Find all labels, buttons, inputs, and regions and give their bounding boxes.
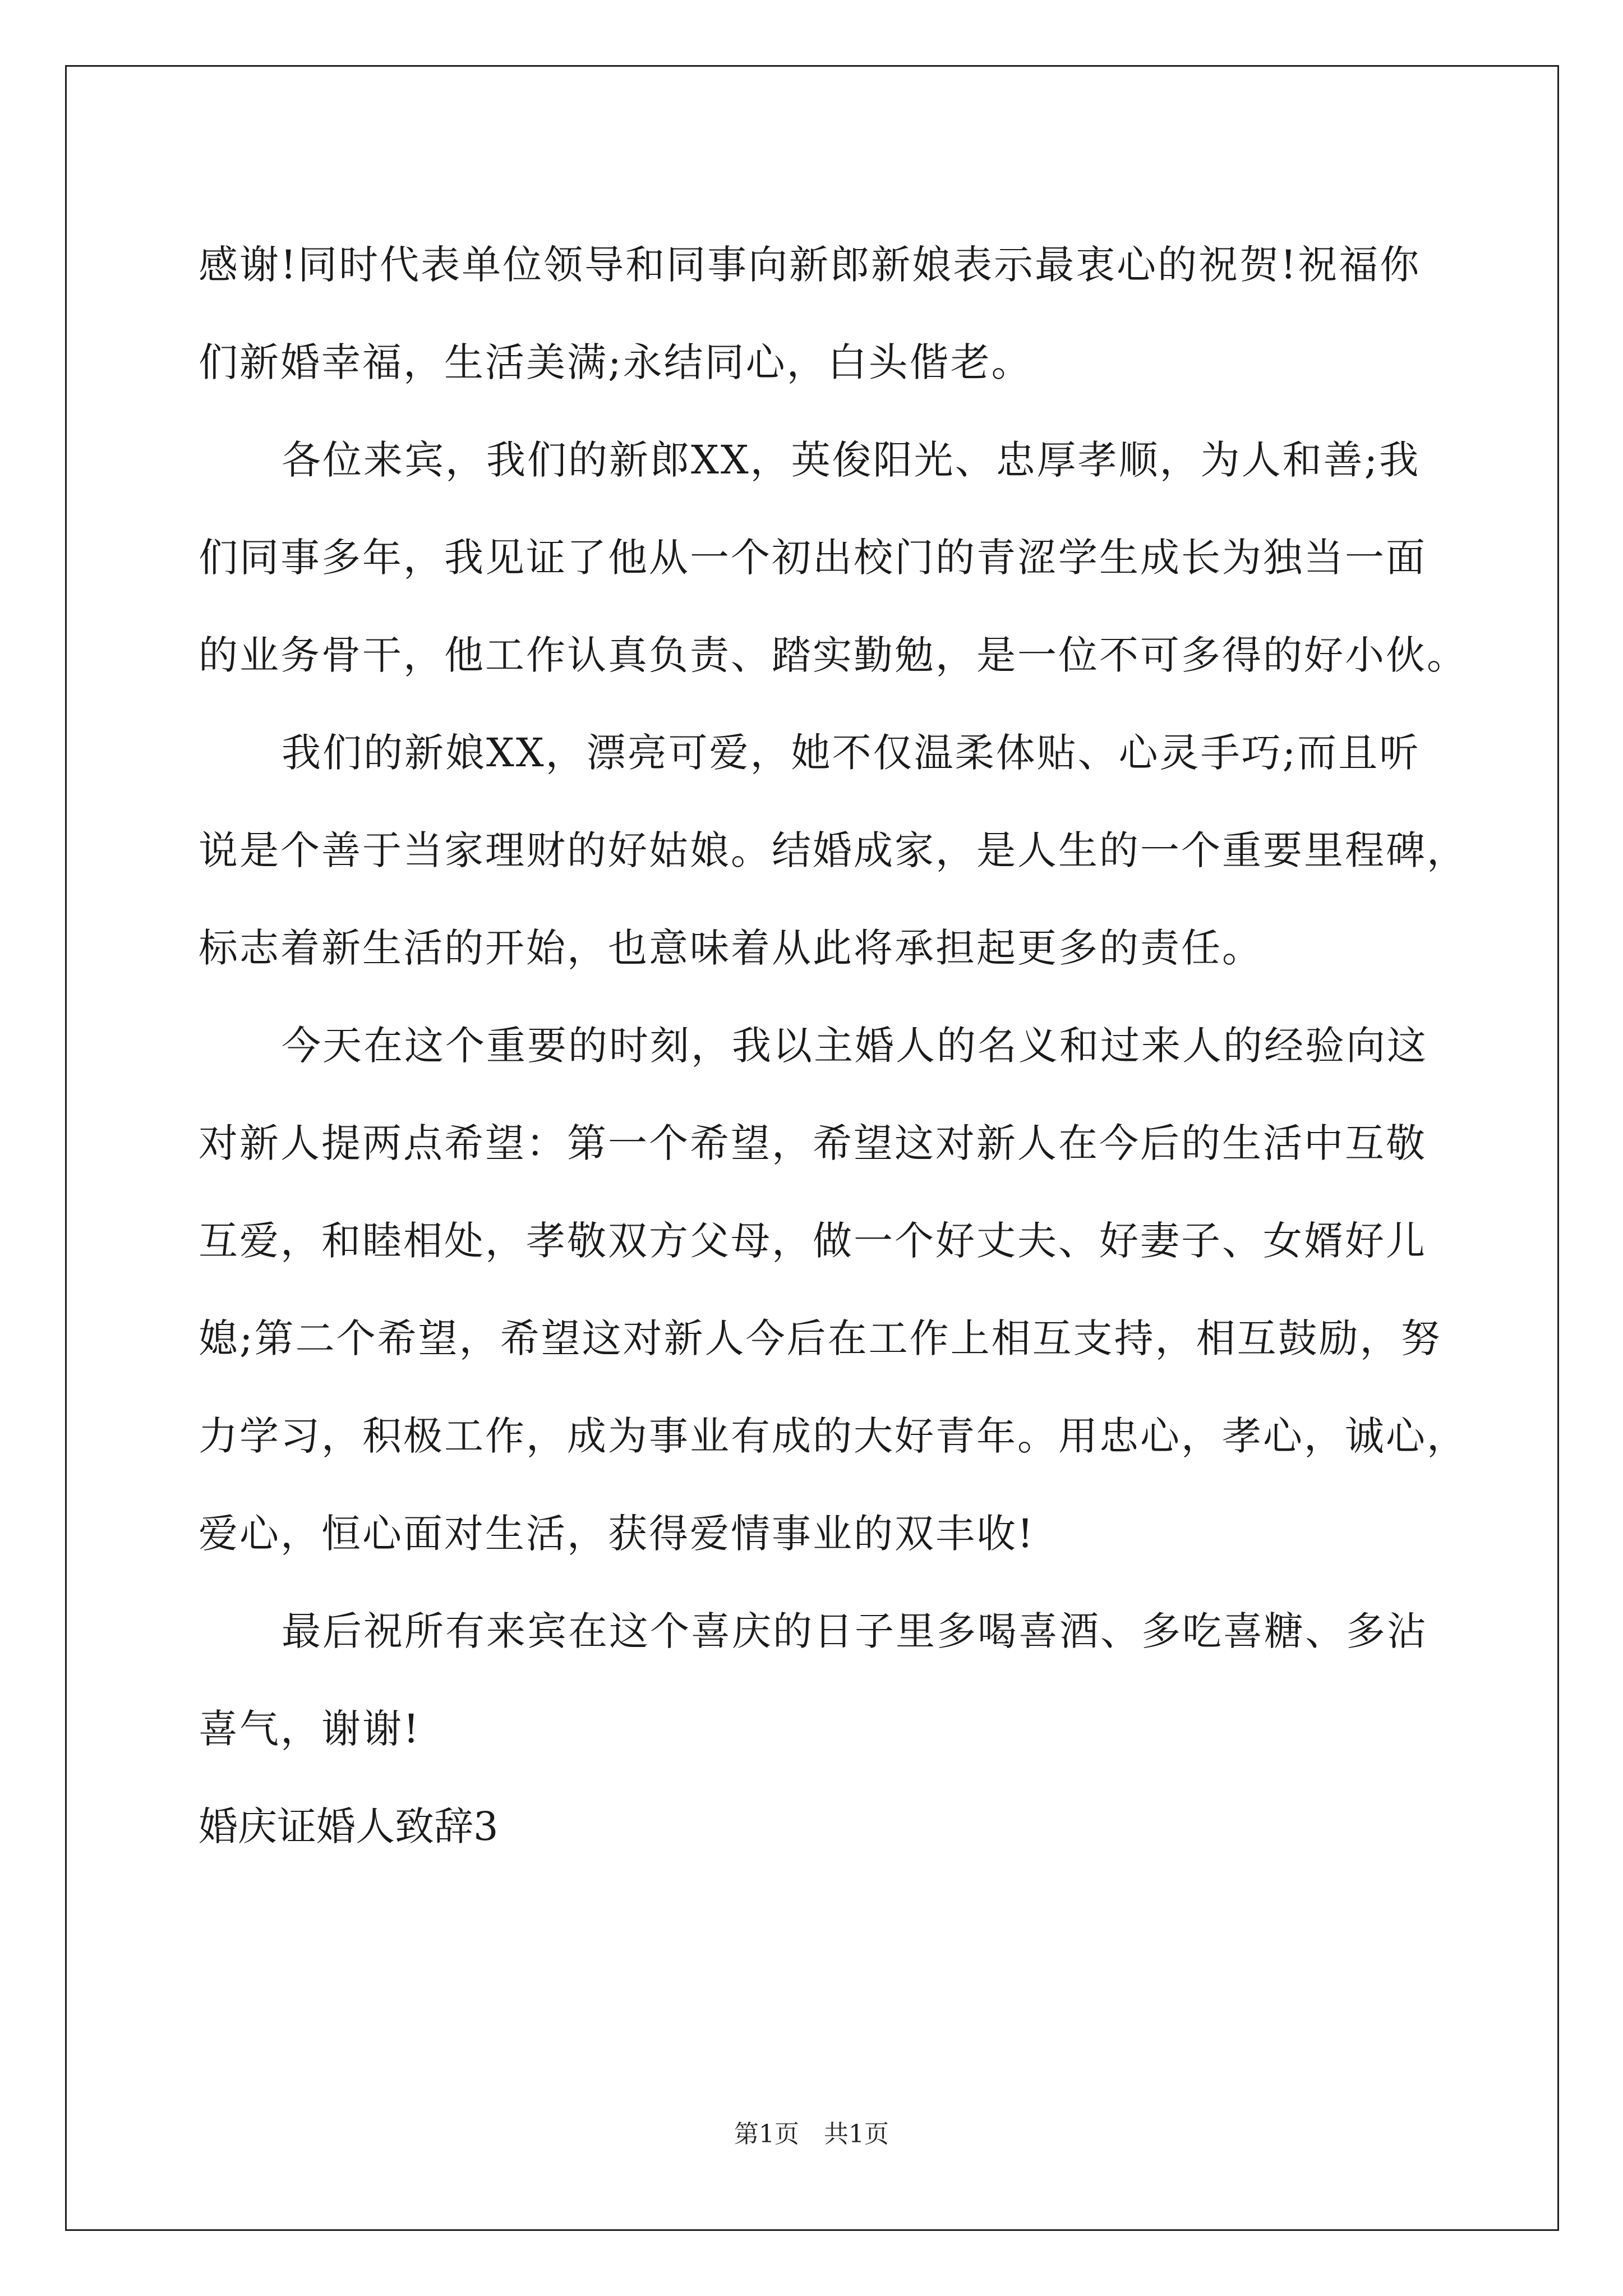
text-line: 标志着新生活的开始，也意味着从此将承担起更多的责任。 (199, 925, 1263, 971)
text-line: 说是个善于当家理财的好姑娘。结婚成家，是人生的一个重要里程碑， (199, 827, 1468, 873)
paragraph-start-line: 我们的新娘XX，漂亮可爱，她不仅温柔体贴、心灵手巧;而且听 (282, 730, 1421, 776)
document-body (199, 216, 1468, 1875)
text-line: 力学习，积极工作，成为事业有成的大好青年。用忠心，孝心，诚心， (199, 1413, 1468, 1459)
text-line: 互爱，和睦相处，孝敬双方父母，做一个好丈夫、好妻子、女婿好儿 (199, 1218, 1427, 1264)
text-line: 媳;第二个希望，希望这对新人今后在工作上相互支持，相互鼓励，努 (199, 1315, 1442, 1361)
page-number-footer: 第1页 共1页 (734, 2120, 889, 2148)
paragraph-start-line: 今天在这个重要的时刻，我以主婚人的名义和过来人的经验向这 (282, 1023, 1428, 1069)
text-line: 们同事多年，我见证了他从一个初出校门的青涩学生成长为独当一面 (199, 535, 1427, 581)
text-line: 爱心，恒心面对生活，获得爱情事业的双丰收! (199, 1511, 1035, 1557)
paragraph-start-line: 最后祝所有来宾在这个喜庆的日子里多喝喜酒、多吃喜糖、多沾 (282, 1608, 1428, 1654)
paragraph-start-line: 各位来宾，我们的新郎XX，英俊阳光、忠厚孝顺，为人和善;我 (282, 437, 1421, 483)
section-heading: 婚庆证婚人致辞3 (199, 1803, 499, 1849)
text-line: 喜气，谢谢! (199, 1706, 421, 1752)
text-line: 们新婚幸福，生活美满;永结同心，白头偕老。 (199, 339, 1032, 385)
text-line: 感谢!同时代表单位领导和同事向新郎新娘表示最衷心的祝贺!祝福你 (199, 242, 1421, 288)
text-line: 对新人提两点希望：第一个希望，希望这对新人在今后的生活中互敬 (199, 1120, 1427, 1166)
text-line: 的业务骨干，他工作认真负责、踏实勤勉，是一位不可多得的好小伙。 (199, 632, 1468, 678)
